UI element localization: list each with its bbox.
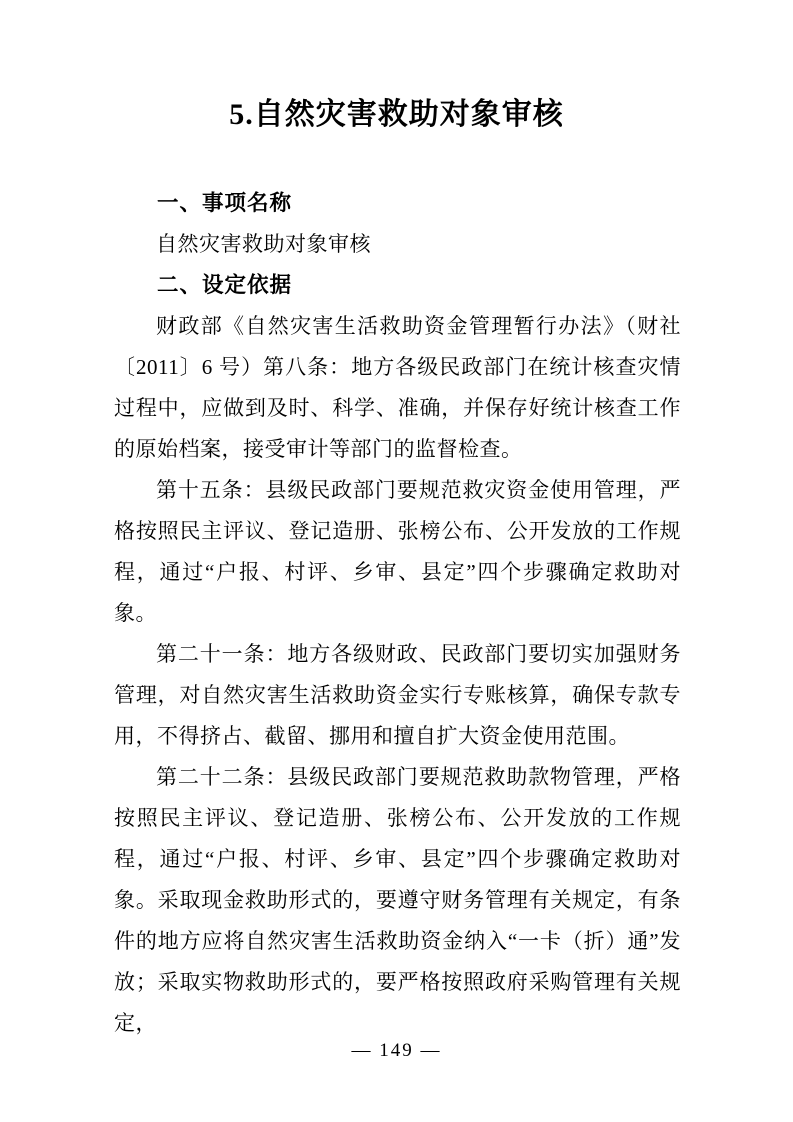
paragraph-article-15: 第十五条：县级民政部门要规范救灾资金使用管理，严格按照民主评议、登记造册、张榜公布、公开发放的工作规程，通过“户报、村评、乡审、县定”四个步骤确定救助对象。 [114, 478, 681, 625]
item-name-text: 自然灾害救助对象审核 [156, 232, 371, 256]
section-heading-legal-basis: 二、设定依据 [157, 273, 293, 297]
document-title: 5.自然灾害救助对象审核 [229, 98, 564, 131]
page-number: — 149 — [351, 1040, 442, 1061]
paragraph-article-22: 第二十二条：县级民政部门要规范救助款物管理，严格按照民主评议、登记造册、张榜公布、公开发放的工作规程，通过“户报、村评、乡审、县定”四个步骤确定救助对象。采取现金救助形式的，要遵守财务管理有关规定，有条件的地方应将自然灾害生活救助资金纳入“一卡（折）通”发放；采取实物救助形式的，要严格按照政府采购管理有关规定， [114, 765, 681, 1035]
section-heading-item-name: 一、事项名称 [157, 191, 293, 215]
document-body [114, 183, 681, 1044]
paragraph-article-8: 财政部《自然灾害生活救助资金管理暂行办法》（财社〔2011〕6 号）第八条：地方各级民政部门在统计核查灾情过程中，应做到及时、科学、准确，并保存好统计核查工作的原始档案，接受审计等部门的监督检查。 [114, 314, 681, 461]
paragraph-article-21: 第二十一条：地方各级财政、民政部门要切实加强财务管理，对自然灾害生活救助资金实行专账核算，确保专款专用，不得挤占、截留、挪用和擅自扩大资金使用范围。 [114, 642, 681, 748]
